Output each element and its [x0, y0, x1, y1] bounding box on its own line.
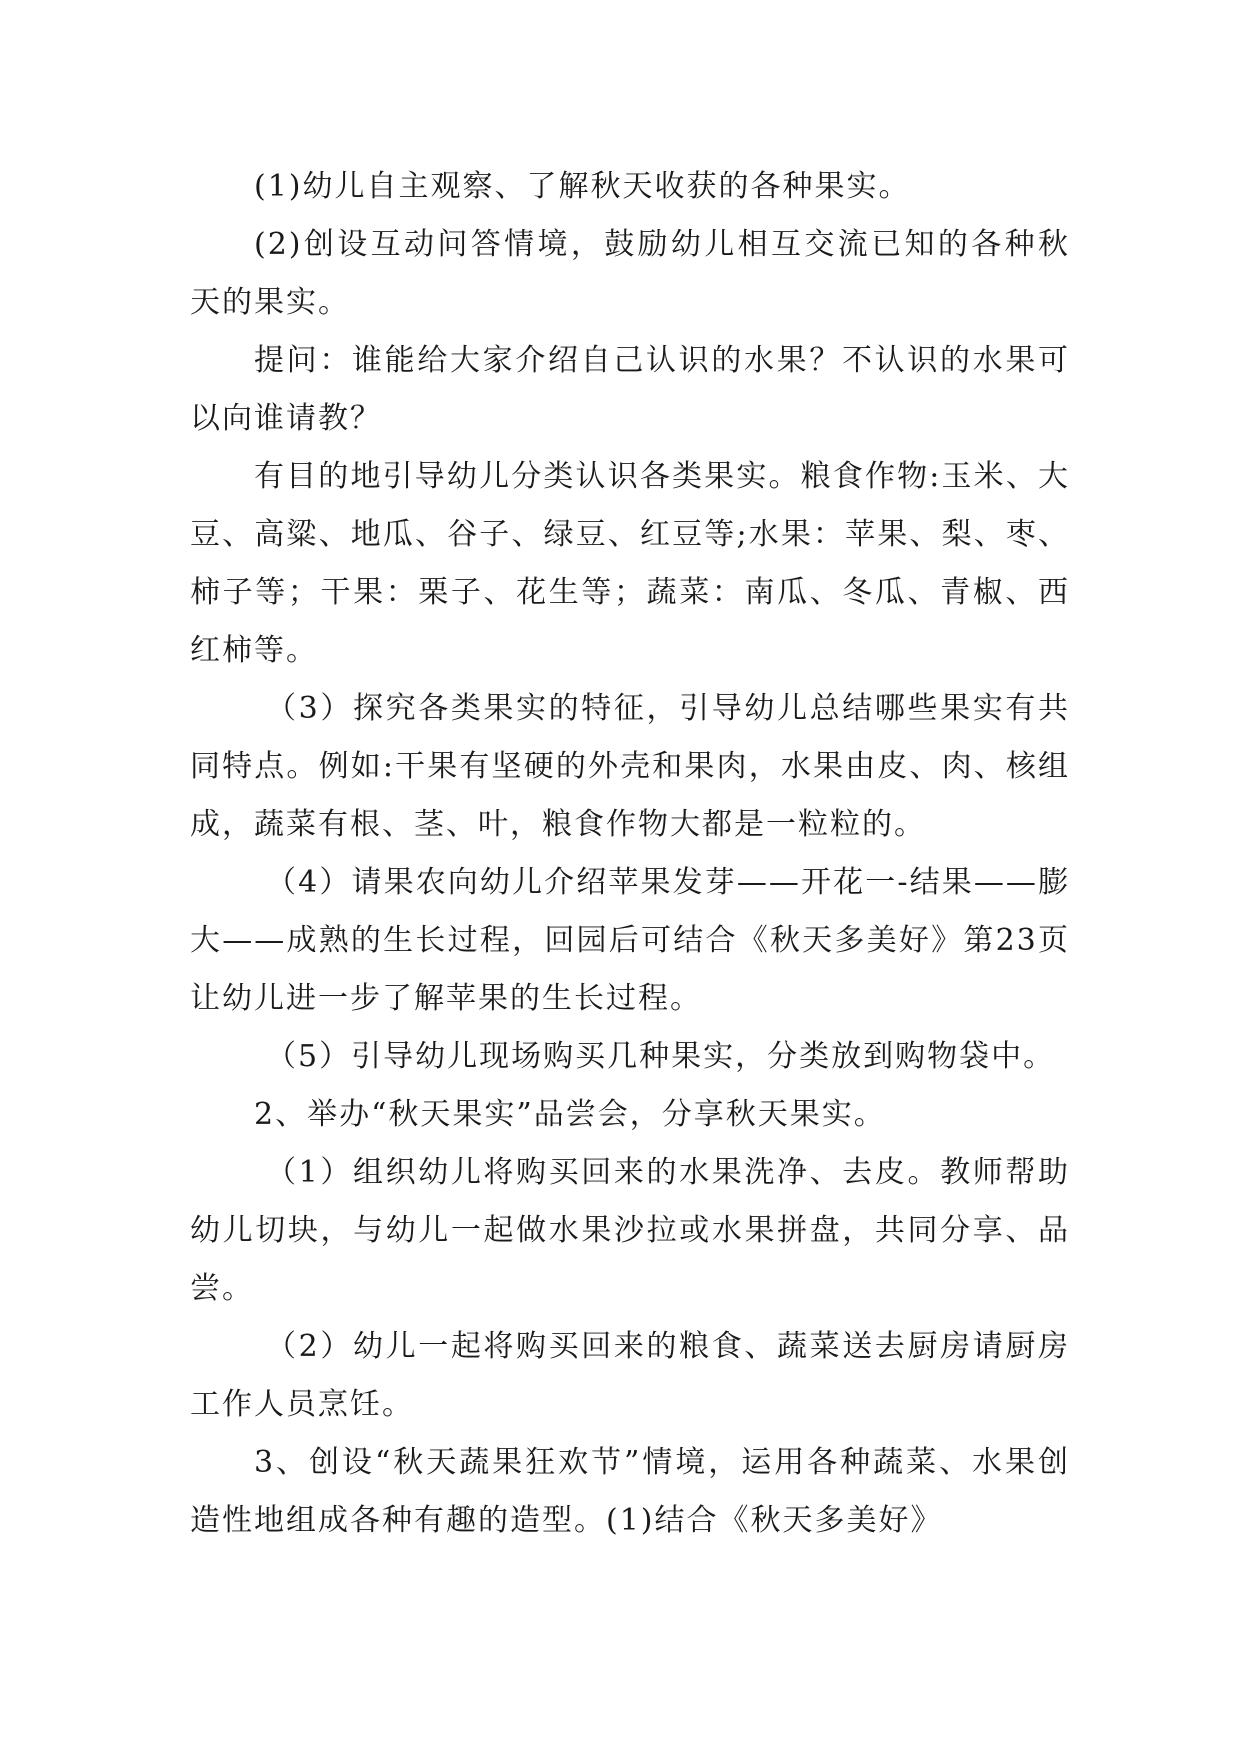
- paragraph-apple-growth: （4）请果农向幼儿介绍苹果发芽——开花一-结果——膨大——成熟的生长过程，回园后可结合《秋天多美好》第23页让幼儿进一步了解苹果的生长过程。: [190, 865, 1070, 1016]
- paragraph-explore-features: （3）探究各类果实的特征，引导幼儿总结哪些果实有共同特点。例如:干果有坚硬的外壳和果肉，水果由皮、肉、核组成，蔬菜有根、茎、叶，粮食作物大都是一粒粒的。: [190, 691, 1070, 842]
- paragraph-fruit-salad: （1）组织幼儿将购买回来的水果洗净、去皮。教师帮助幼儿切块，与幼儿一起做水果沙拉或水果拼盘，共同分享、品尝。: [190, 1155, 1070, 1306]
- paragraph-kitchen: （2）幼儿一起将购买回来的粮食、蔬菜送去厨房请厨房工作人员烹饪。: [190, 1329, 1070, 1422]
- paragraph-tasting-event: 2、举办“秋天果实”品尝会，分享秋天果实。: [254, 1097, 886, 1132]
- paragraph-question: 提问：谁能给大家介绍自己认识的水果？不认识的水果可以向谁请教？: [190, 343, 1070, 436]
- paragraph-observe-fruits: (1)幼儿自主观察、了解秋天收获的各种果实。: [254, 169, 911, 204]
- document-body: [190, 158, 1070, 1550]
- paragraph-carnival: 3、创设“秋天蔬果狂欢节”情境，运用各种蔬菜、水果创造性地组成各种有趣的造型。(1)结合《秋天多美好》: [190, 1445, 1070, 1538]
- paragraph-interactive-qa: (2)创设互动问答情境，鼓励幼儿相互交流已知的各种秋天的果实。: [190, 227, 1070, 320]
- paragraph-purchase-fruits: （5）引导幼儿现场购买几种果实，分类放到购物袋中。: [266, 1039, 1056, 1074]
- paragraph-classify-fruits: 有目的地引导幼儿分类认识各类果实。粮食作物:玉米、大豆、高粱、地瓜、谷子、绿豆、红豆等;水果：苹果、梨、枣、柿子等；干果：栗子、花生等；蔬菜：南瓜、冬瓜、青椒、西红柿等。: [190, 459, 1070, 668]
